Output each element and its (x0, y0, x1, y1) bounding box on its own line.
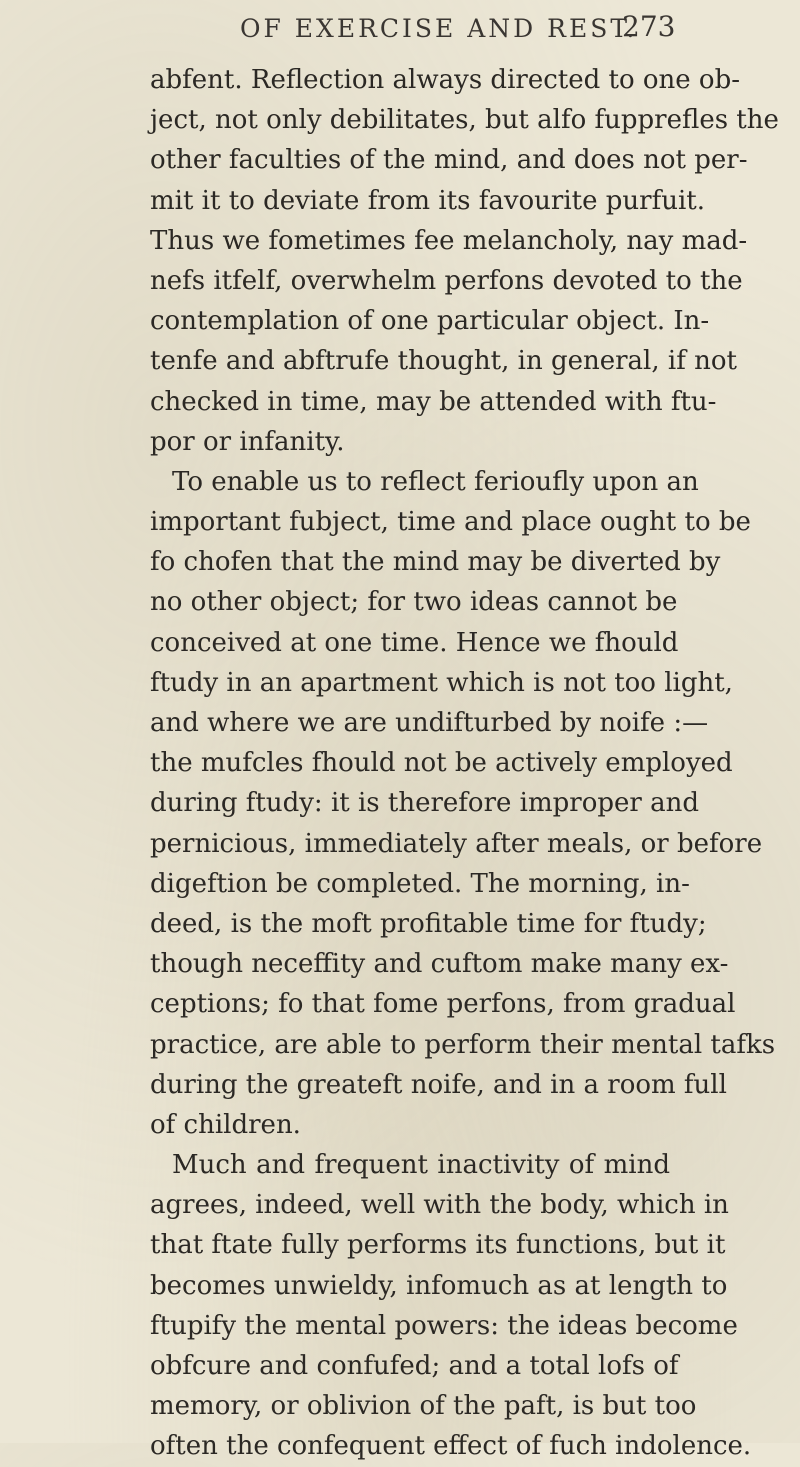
text-line: tenfe and abftrufe thought, in general, if not (150, 346, 737, 377)
paragraph-end-line: por or infanity. (150, 426, 345, 457)
text-line: ject, not only debilitates, but alfo fupprefles the (150, 105, 779, 136)
text-line: deed, is the moft profitable time for ftudy; (150, 908, 707, 939)
text-line: mit it to deviate from its favourite purfuit. (150, 185, 705, 216)
text-line: agrees, indeed, well with the body, which in (150, 1190, 729, 1221)
text-line: pernicious, immediately after meals, or before (150, 828, 763, 859)
text-line: abfent. Reflection always directed to one ob- (150, 65, 741, 95)
text-line: contemplation of one particular object. In- (150, 306, 710, 337)
paragraph-end-line: of children. (150, 1109, 301, 1140)
text-line: no other object; for two ideas cannot be (150, 587, 678, 618)
text-line: and where we are undifturbed by noife :— (150, 708, 709, 738)
text-line: fo chofen that the mind may be diverted by (150, 547, 721, 578)
text-line: during ftudy: it is therefore improper and (150, 788, 699, 819)
text-line: checked in time, may be attended with ftu- (150, 386, 717, 417)
text-line: ftudy in an apartment which is not too light, (150, 667, 733, 698)
text-line: that ftate fully performs its functions, but it (150, 1230, 726, 1261)
text-line: ftupify the mental powers: the ideas become (150, 1310, 738, 1341)
text-line: nefs itfelf, overwhelm perfons devoted to the (150, 265, 743, 296)
text-line: important fubject, time and place ought to be (150, 507, 751, 538)
page-number: 273 (622, 10, 676, 43)
running-title: OF EXERCISE AND REST. (240, 14, 638, 43)
body-text (150, 60, 779, 1467)
paragraph-start-line: To enable us to reflect ferioufly upon an (172, 466, 699, 497)
text-line: memory, or oblivion of the paft, is but too (150, 1391, 697, 1422)
text-line: during the greateft noife, and in a room full (150, 1069, 727, 1100)
text-line: Thus we fometimes fee melancholy, nay mad- (150, 225, 748, 256)
paragraph-end-line: often the confequent effect of fuch indolence. (150, 1431, 752, 1462)
text-line: though neceffity and cuftom make many ex- (150, 949, 729, 980)
text-line: other faculties of the mind, and does not per- (150, 145, 748, 176)
running-header (0, 8, 800, 54)
text-line: becomes unwieldy, infomuch as at length to (150, 1270, 728, 1301)
text-line: conceived at one time. Hence we fhould (150, 627, 679, 658)
text-line: ceptions; fo that fome perfons, from gradual (150, 989, 736, 1020)
text-line: obfcure and confufed; and a total lofs of (150, 1351, 679, 1381)
text-line: digeftion be completed. The morning, in- (150, 868, 690, 899)
paragraph-start-line: Much and frequent inactivity of mind (172, 1150, 670, 1181)
text-line: practice, are able to perform their mental tafks (150, 1029, 776, 1060)
text-line: the mufcles fhould not be actively employed (150, 748, 733, 779)
